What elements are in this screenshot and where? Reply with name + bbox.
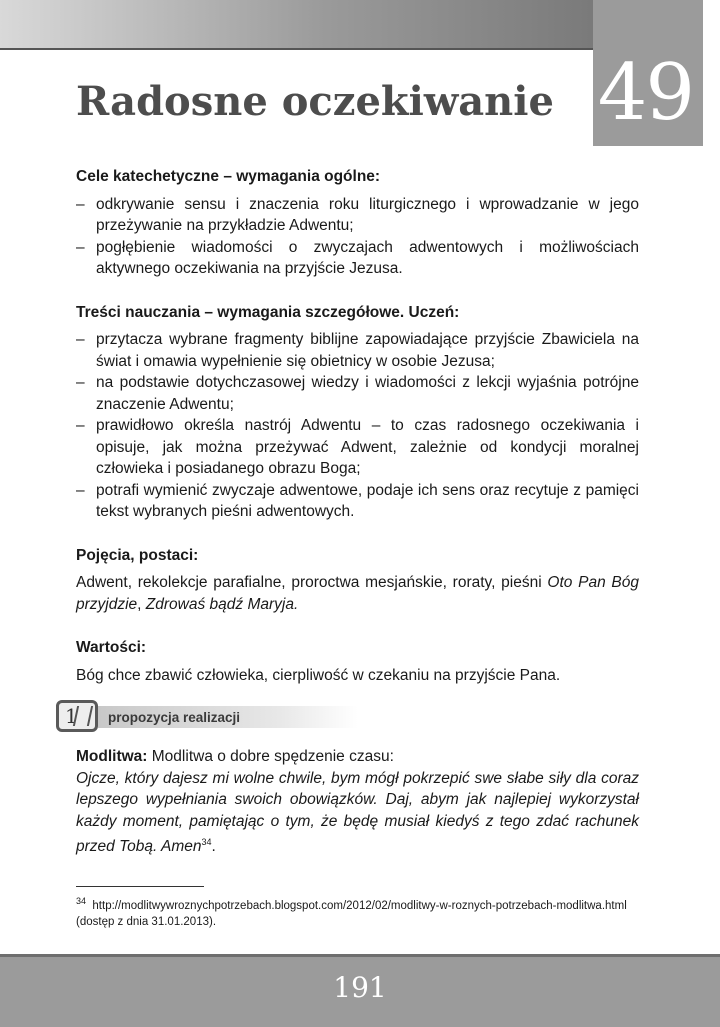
list-item: – na podstawie dotychczasowej wiedzy i wiadomości z lekcji wyjaśnia potrójne znaczenie Adwentu; <box>76 372 639 415</box>
list-item: – przytacza wybrane fragmenty biblijne zapowiadające przyjście Zbawiciela na świat i omawia wypełnienie się obietnicy w osobie Jezusa; <box>76 329 639 372</box>
page-footer <box>0 954 720 1027</box>
chapter-number-box <box>593 0 703 146</box>
footnote-rule <box>76 886 204 887</box>
values-text: Bóg chce zbawić człowieka, cierpliwość w czekaniu na przyjście Pana. <box>76 666 561 684</box>
top-header-band <box>0 0 593 50</box>
prayer-intro: Modlitwa: Modlitwa o dobre spędzenie czasu: <box>76 748 394 765</box>
proposal-label: propozycja realizacji <box>108 710 241 725</box>
list-item: – odkrywanie sensu i znaczenia roku liturgicznego i wprowadzanie w jego przeżywanie na przykładzie Adwentu; <box>76 194 639 237</box>
list-item: – potrafi wymienić zwyczaje adwentowe, podaje ich sens oraz recytuje z pamięci tekst wybranych pieśni adwentowych. <box>76 480 639 523</box>
page-number: 191 <box>333 971 387 1004</box>
main-content <box>65 166 639 931</box>
page-title: Radosne oczekiwanie <box>76 78 554 125</box>
proposal-number-icon: 1 <box>56 700 98 732</box>
prayer-text: Ojcze, który dajesz mi wolne chwile, bym mógł pokrzepić swe słabe siły dla coraz lepszego wypełniania swoich obowiązków. Daj, abym jak najlepiej wykorzystał każdy moment, pamiętając o tym, że będę musiał kiedyś z tego zdać rachunek przed Tobą. Amen$^{34}$. <box>76 769 639 856</box>
footnote-ref: 34 <box>201 837 212 847</box>
concepts-text: Adwent, rekolekcje parafialne, proroctwa mesjańskie, roraty, pieśni Oto Pan Bóg przyjdzie, Zdrowaś bądź Maryja. <box>76 574 639 613</box>
goals-heading: Cele katechetyczne – wymagania ogólne: <box>76 168 381 185</box>
proposal-bar <box>98 706 358 728</box>
list-item: – pogłębienie wiadomości o zwyczajach adwentowych i możliwościach aktywnego oczekiwania na przyjście Jezusa. <box>76 237 639 280</box>
contents-list <box>76 329 639 523</box>
concepts-heading: Pojęcia, postaci: <box>76 546 199 564</box>
values-heading: Wartości: <box>76 639 147 656</box>
list-item: – prawidłowo określa nastrój Adwentu – to czas radosnego oczekiwania i opisuje, jak można przeżywać Adwent, zależnie od kondycji moralnej człowieka i posiadanego obrazu Boga; <box>76 415 639 480</box>
chapter-number: 49 <box>597 48 693 138</box>
contents-heading: Treści nauczania – wymagania szczegółowe. Uczeń: <box>76 303 460 321</box>
goals-list <box>76 194 639 280</box>
footnote-link[interactable]: http://modlitwywroznychpotrzebach.blogspot.com/2012/02/modlitwy-w-roznych-potrzebach-modlitwa.html (dostęp z dnia 31.01.2013). <box>76 899 627 929</box>
proposal-banner <box>65 700 639 734</box>
footnote: $^{34}$ http://modlitwywroznychpotrzebach.blogspot.com/2012/02/modlitwy-w-roznych-potrzebach-modlitwa.html (dostęp z dnia 31.01.2013). <box>76 895 627 929</box>
